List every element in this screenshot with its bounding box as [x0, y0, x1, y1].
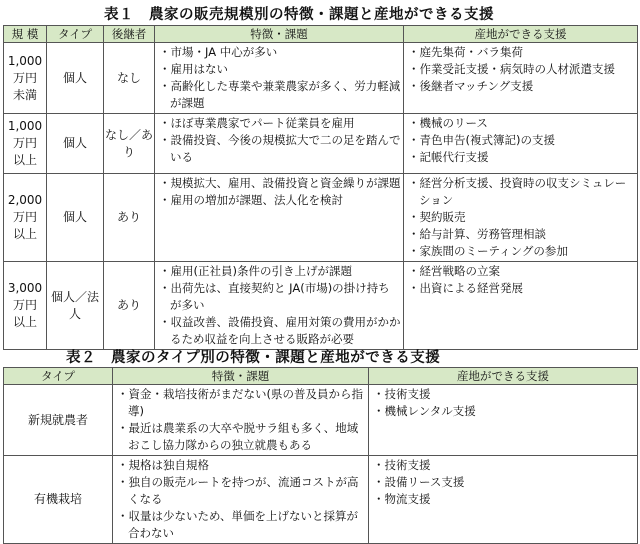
- features-cell: [155, 114, 404, 174]
- header-scale: 規 模: [4, 26, 47, 43]
- type-cell: 新規就農者: [4, 385, 113, 456]
- list-item: ・ 経営戦略の立案: [408, 263, 635, 280]
- list-item: ・ 技術支援: [373, 457, 635, 474]
- successor-cell: あり: [104, 262, 155, 350]
- list-item: ・ 設備リース支援: [373, 474, 635, 491]
- successor-cell: なし／あり: [104, 114, 155, 174]
- type-cell: 個人: [47, 174, 104, 262]
- header-type: タイプ: [47, 26, 104, 43]
- list-item: ・ 収量は少ないため、単価を上げないと採算が合わない: [117, 508, 366, 542]
- header-features: 特徴・課題: [113, 368, 369, 385]
- table1-header-row: [4, 26, 638, 43]
- table-row: [4, 114, 638, 174]
- list-item: ・ 出資による経営発展: [408, 280, 635, 297]
- type-cell: 個人: [47, 114, 104, 174]
- type-cell: 有機栽培: [4, 456, 113, 544]
- table-row: [4, 262, 638, 350]
- scale-cell: 1,000 万円 未満: [4, 43, 47, 114]
- list-item: ・ 出荷先は、直接契約と JA(市場)の掛け持ちが多い: [159, 280, 401, 314]
- table1: [3, 25, 638, 350]
- list-item: ・ 独自の販売ルートを持つが、流通コストが高くなる: [117, 474, 366, 508]
- list-item: ・ 市場・JA 中心が多い: [159, 44, 401, 61]
- list-item: ・ 技術支援: [373, 386, 635, 403]
- support-cell: [404, 262, 638, 350]
- table1-title: 表１ 農家の販売規模別の特徴・課題と産地ができる支援: [104, 7, 494, 23]
- features-cell: [155, 43, 404, 114]
- list-item: ・ 作業受託支援・病気時の人材派遣支援: [408, 61, 635, 78]
- list-item: ・ 資金・栽培技術がまだない(県の普及員から指導): [117, 386, 366, 420]
- features-cell: [155, 174, 404, 262]
- list-item: ・ 契約販売: [408, 209, 635, 226]
- list-item: ・ 後継者マッチング支援: [408, 78, 635, 95]
- list-item: ・ 規格は独自規格: [117, 457, 366, 474]
- list-item: ・ 機械レンタル支援: [373, 403, 635, 420]
- list-item: ・ 記帳代行支援: [408, 149, 635, 166]
- table-row: [4, 43, 638, 114]
- list-item: ・ 物流支援: [373, 491, 635, 508]
- table-row: [4, 385, 638, 456]
- header-successor: 後継者: [104, 26, 155, 43]
- list-item: ・ 設備投資、今後の規模拡大で二の足を踏んでいる: [159, 132, 401, 166]
- header-support: 産地ができる支援: [369, 368, 638, 385]
- type-cell: 個人／法人: [47, 262, 104, 350]
- list-item: ・ ほぼ専業農家でパート従業員を雇用: [159, 115, 401, 132]
- support-cell: [404, 43, 638, 114]
- header-support: 産地ができる支援: [404, 26, 638, 43]
- header-features: 特徴・課題: [155, 26, 404, 43]
- header-type: タイプ: [4, 368, 113, 385]
- features-cell: [155, 262, 404, 350]
- table2-header-row: [4, 368, 638, 385]
- list-item: ・ 家族間のミーティングの参加: [408, 243, 635, 260]
- table2: [3, 367, 638, 544]
- support-cell: [369, 385, 638, 456]
- list-item: ・ 最近は農業系の大卒や脱サラ組も多く、地域おこし協力隊からの独立就農もある: [117, 420, 366, 454]
- successor-cell: なし: [104, 43, 155, 114]
- type-cell: 個人: [47, 43, 104, 114]
- features-cell: [113, 385, 369, 456]
- list-item: ・ 青色申告(複式簿記)の支援: [408, 132, 635, 149]
- list-item: ・ 規模拡大、雇用、設備投資と資金繰りが課題: [159, 175, 401, 192]
- list-item: ・ 雇用の増加が課題、法人化を検討: [159, 192, 401, 209]
- list-item: ・ 雇用はない: [159, 61, 401, 78]
- table-row: [4, 456, 638, 544]
- features-cell: [113, 456, 369, 544]
- list-item: ・ 収益改善、設備投資、雇用対策の費用がかかるため収益を向上させる販路が必要: [159, 314, 401, 348]
- support-cell: [369, 456, 638, 544]
- scale-cell: 1,000 万円 以上: [4, 114, 47, 174]
- table-row: [4, 174, 638, 262]
- scale-cell: 2,000 万円 以上: [4, 174, 47, 262]
- support-cell: [404, 174, 638, 262]
- successor-cell: あり: [104, 174, 155, 262]
- table2-title: 表２ 農家のタイプ別の特徴・課題と産地ができる支援: [66, 350, 441, 366]
- support-cell: [404, 114, 638, 174]
- list-item: ・ 給与計算、労務管理相談: [408, 226, 635, 243]
- list-item: ・ 庭先集荷・バラ集荷: [408, 44, 635, 61]
- list-item: ・ 高齢化した専業や兼業農家が多く、労力軽減が課題: [159, 78, 401, 112]
- scale-cell: 3,000 万円 以上: [4, 262, 47, 350]
- list-item: ・ 機械のリース: [408, 115, 635, 132]
- list-item: ・ 経営分析支援、投資時の収支シミュレーション: [408, 175, 635, 209]
- list-item: ・ 雇用(正社員)条件の引き上げが課題: [159, 263, 401, 280]
